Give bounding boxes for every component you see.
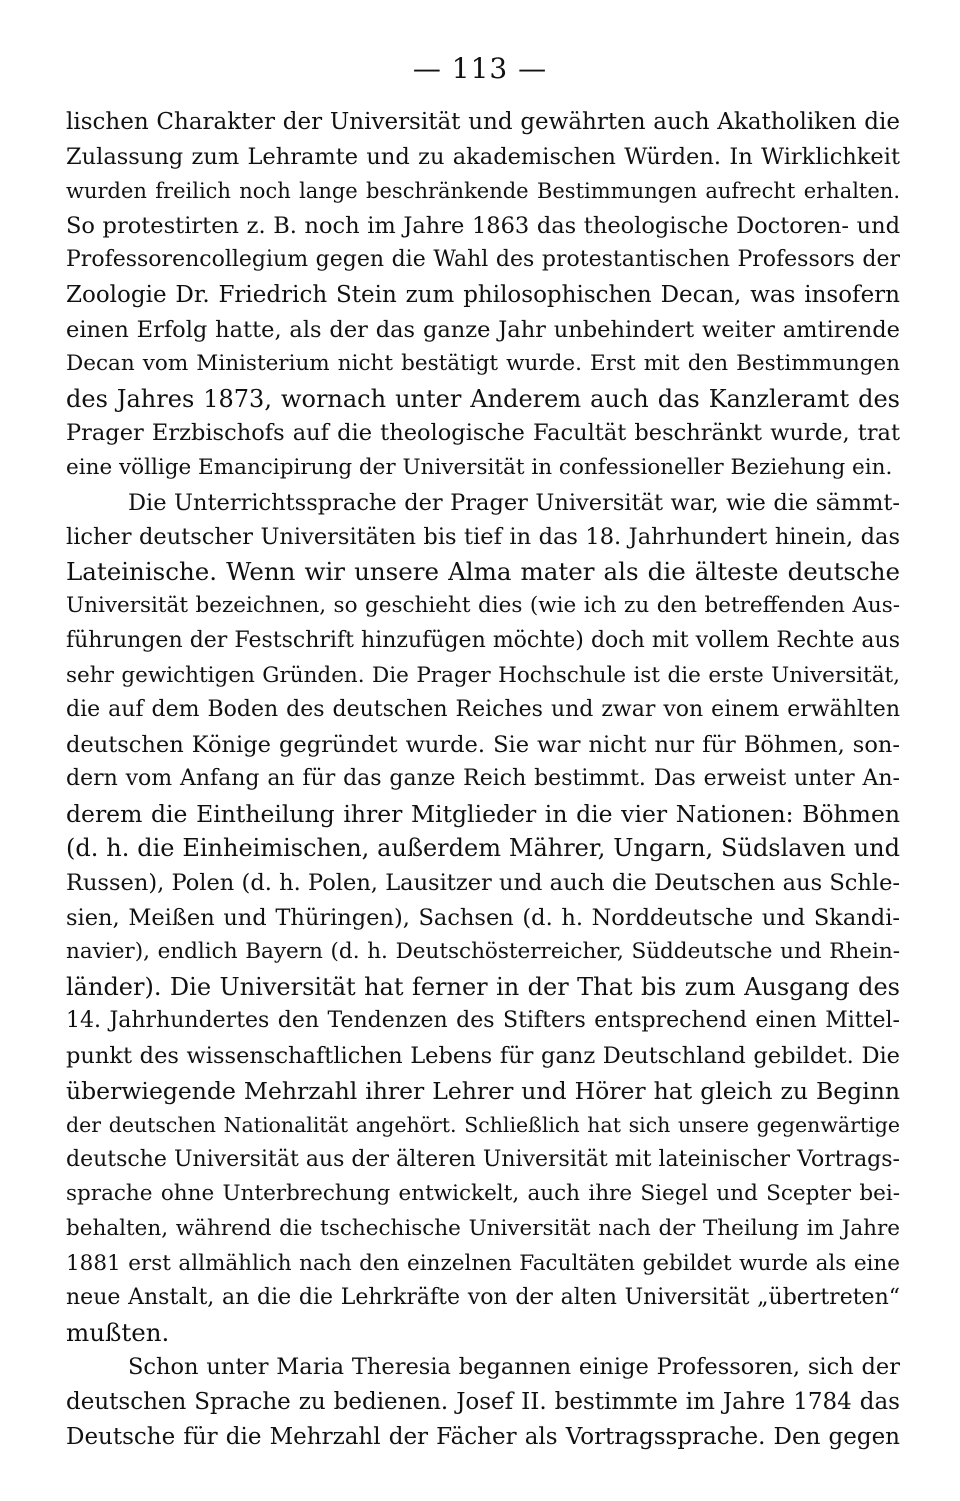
text-line: dern vom Anfang an für das ganze Reich bestimmt. Das erweist unter An- bbox=[66, 766, 900, 792]
text-line: So protestirten z. B. noch im Jahre 1863 das theologische Doctoren- und bbox=[66, 212, 900, 239]
text-line: Deutsche für die Mehrzahl der Fächer als Vortragssprache. Den gegen bbox=[66, 1423, 900, 1450]
text-line: wurden freilich noch lange beschränkende Bestimmungen aufrecht erhalten. bbox=[66, 179, 900, 204]
text-line: sprache ohne Unterbrechung entwickelt, auch ihre Siegel und Scepter bei- bbox=[66, 1181, 900, 1207]
text-line: 14. Jahrhundertes den Tendenzen des Stifters entsprechend einen Mittel- bbox=[66, 1008, 900, 1034]
text-line: sehr gewichtigen Gründen. Die Prager Hochschule ist die erste Universität, bbox=[66, 662, 900, 688]
text-line: licher deutscher Universitäten bis tief in das 18. Jahrhundert hinein, das bbox=[66, 524, 900, 551]
text-line: punkt des wissenschaftlichen Lebens für ganz Deutschland gebildet. Die bbox=[66, 1043, 900, 1070]
text-line: Professorencollegium gegen die Wahl des protestantischen Professors der bbox=[66, 247, 900, 273]
page-number: — 113 — bbox=[412, 52, 548, 85]
text-line: einen Erfolg hatte, als der das ganze Jahr unbehindert weiter amtirende bbox=[66, 316, 900, 343]
text-line: deutschen Könige gegründet wurde. Sie war nicht nur für Böhmen, son- bbox=[66, 731, 900, 758]
text-line: Decan vom Ministerium nicht bestätigt wurde. Erst mit den Bestimmungen bbox=[66, 351, 900, 377]
text-line: lischen Charakter der Universität und gewährten auch Akatholiken die bbox=[66, 109, 900, 135]
text-line: Die Unterrichtssprache der Prager Universität war, wie die sämmt- bbox=[128, 489, 900, 516]
text-line: der deutschen Nationalität angehört. Schließlich hat sich unsere gegenwärtige bbox=[66, 1113, 900, 1138]
text-line: deutsche Universität aus der älteren Universität mit lateinischer Vortrags- bbox=[66, 1146, 900, 1172]
text-line: Lateinische. Wenn wir unsere Alma mater als die älteste deutsche bbox=[66, 556, 900, 586]
text-line: Zulassung zum Lehramte und zu akademischen Würden. In Wirklichkeit bbox=[66, 143, 900, 170]
text-line: führungen der Festschrift hinzufügen möchte) doch mit vollem Rechte aus bbox=[66, 627, 900, 653]
text-line: neue Anstalt, an die die Lehrkräfte von der alten Universität „übertreten“ bbox=[66, 1285, 900, 1311]
text-line: Zoologie Dr. Friedrich Stein zum philosophischen Decan, was insofern bbox=[66, 281, 900, 308]
text-line: behalten, während die tschechische Universität nach der Theilung im Jahre bbox=[66, 1216, 900, 1241]
text-line: 1881 erst allmählich nach den einzelnen Facultäten gebildet wurde als eine bbox=[66, 1250, 900, 1276]
text-line: Prager Erzbischofs auf die theologische Facultät beschränkt wurde, trat bbox=[66, 420, 900, 447]
text-line: eine völlige Emancipirung der Universität in confessioneller Beziehung ein. bbox=[66, 454, 893, 480]
text-line: länder). Die Universität hat ferner in der That bis zum Ausgang des bbox=[66, 972, 900, 1001]
text-line: sien, Meißen und Thüringen), Sachsen (d. h. Norddeutsche und Skandi- bbox=[66, 904, 900, 931]
text-line: des Jahres 1873, wornach unter Anderem auch das Kanzleramt des bbox=[66, 384, 900, 413]
text-line: die auf dem Boden des deutschen Reiches und zwar von einem erwählten bbox=[66, 697, 900, 723]
text-line: überwiegende Mehrzahl ihrer Lehrer und Hörer hat gleich zu Beginn bbox=[66, 1076, 900, 1105]
text-line: mußten. bbox=[66, 1317, 170, 1347]
text-line: derem die Eintheilung ihrer Mitglieder in die vier Nationen: Böhmen bbox=[66, 799, 900, 828]
text-line: Schon unter Maria Theresia begannen einige Professoren, sich der bbox=[128, 1354, 900, 1381]
text-line: Universität bezeichnen, so geschieht dies (wie ich zu den betreffenden Aus- bbox=[66, 593, 900, 619]
text-line: navier), endlich Bayern (d. h. Deutschösterreicher, Süddeutsche und Rhein- bbox=[66, 939, 900, 965]
text-line: Russen), Polen (d. h. Polen, Lausitzer und auch die Deutschen aus Schle- bbox=[66, 870, 900, 897]
body-text bbox=[66, 105, 900, 1454]
text-line: (d. h. die Einheimischen, außerdem Mährer, Ungarn, Südslaven und bbox=[66, 834, 900, 863]
text-line: deutschen Sprache zu bedienen. Josef II. bestimmte im Jahre 1784 das bbox=[66, 1388, 900, 1415]
